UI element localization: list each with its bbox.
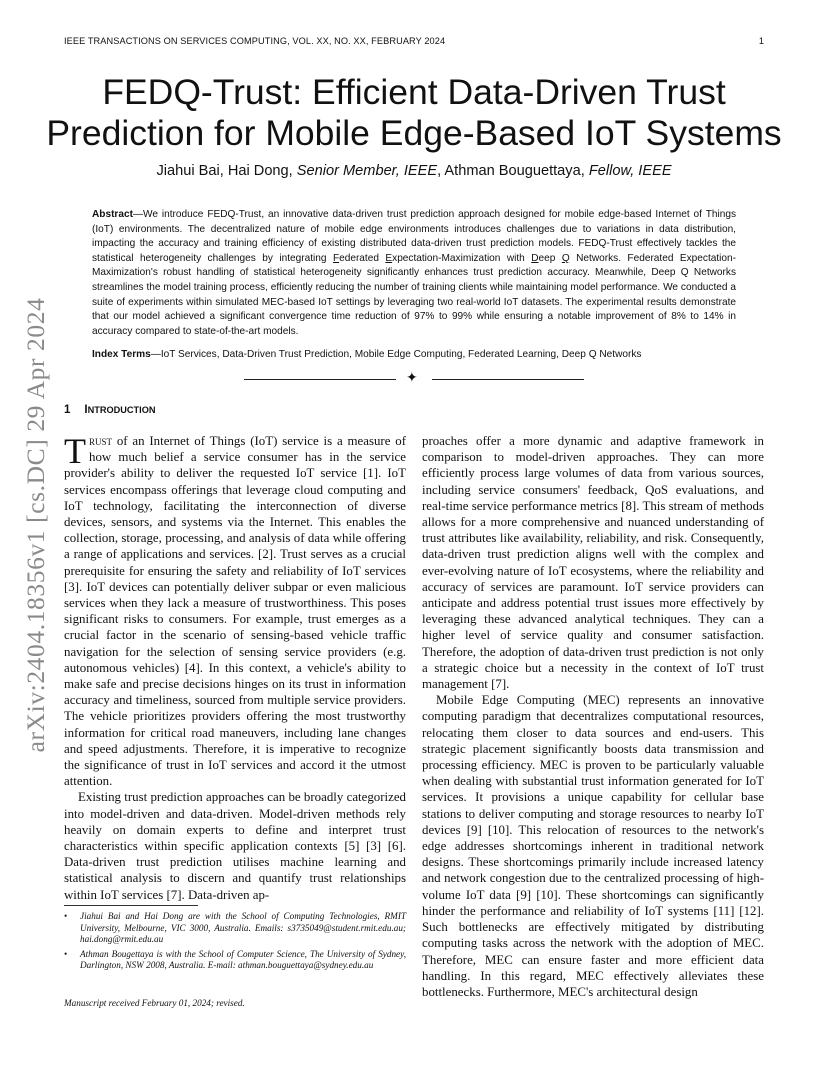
abstract-xpectation: xpectation-Maximization with xyxy=(392,252,532,264)
abstract-text-2: Networks. Federated Expectation-Maximization's robust handling of statistical heterogeneity significantly enhances trust prediction accuracy. Meanwhile, Deep Q Networks streamlines the model training process, efficiently reducing the number of training clients while maintaining model performance. We conducted a suite of experiments within simulated MEC-based IoT settings by leveraging two real-world IoT datasets. The experimental results demonstrate that our model achieved a significant convergence time reduction of 97% to 99% while ensuring a notable improvement of 8% to 14% in accuracy compared to state-of-the-art models. xyxy=(92,252,736,337)
author-names-2: , Athman Bouguettaya, xyxy=(437,163,589,179)
abstract-underline-e: E xyxy=(385,252,393,264)
index-terms-label: Index Terms xyxy=(92,349,151,360)
footnote-1 xyxy=(64,911,406,946)
section-heading xyxy=(64,404,156,416)
separator-diamond-icon: ✦ xyxy=(406,369,418,385)
section-number: 1 xyxy=(64,404,71,416)
arxiv-stamp xyxy=(6,290,66,760)
lead-smallcaps: rust xyxy=(89,434,113,448)
footnote-2-text: Athman Bougettaya is with the School of Computer Science, The University of Sydney, Darlington, NSW 2008, Australia. E-mail: athman.bouguettaya@sydney.edu.au xyxy=(80,948,406,971)
right-column xyxy=(422,433,764,1000)
manuscript-note: Manuscript received February 01, 2024; revised. xyxy=(64,998,245,1008)
section-title-first: I xyxy=(84,404,88,416)
section-separator xyxy=(244,369,584,386)
footnote-bullet: • xyxy=(64,911,68,921)
intro-paragraph-1 xyxy=(64,433,406,789)
right-paragraph-1: proaches offer a more dynamic and adaptive framework in comparison to model-driven approaches. They can more efficiently process large volumes of data from various sources, including service consumers' feedback, QoS evaluations, and real-time service performance metrics [8]. This stream of methods allows for a more comprehensive and nuanced understanding of trust attributes like availability, reliability, and risk. Consequently, data-driven trust prediction aligns well with the complex and ever-evolving nature of IoT ecosystems, where the reliability and accuracy of services are paramount. IoT service providers can anticipate and address potential trust issues more effectively by leveraging these advanced analytical techniques. They can a higher level of service quality and consumer satisfaction. Therefore, the adoption of data-driven trust prediction is not only a strategic choice but a necessity in the context of IoT trust management [7]. xyxy=(422,434,764,692)
abstract-ederated: ederated xyxy=(339,252,386,264)
author-list xyxy=(40,163,788,179)
author-role-1: Senior Member, IEEE xyxy=(296,163,438,179)
intro-paragraph-2: Existing trust prediction approaches can be broadly categorized into model-driven and data-driven. Model-driven methods rely heavily on domain experts to define and interpret trust characteristics within specific application contexts [5] [3] [6]. Data-driven trust prediction utilises machine learning and statistical analysis to discern and quantify trust relationships within IoT services [7]. Data-driven ap- xyxy=(64,790,406,902)
footnote-rule xyxy=(64,905,198,906)
footnote-bullet: • xyxy=(64,948,68,959)
author-names-1: Jiahui Bai, Hai Dong, xyxy=(156,163,297,179)
right-paragraph-2: Mobile Edge Computing (MEC) represents an innovative computing paradigm that decentralizes computational resources, relocating them closer to data sources and end-users. This strategic placement significantly boosts data transmission and processing efficiency. MEC is proven to be particularly valuable when dealing with substantial trust information generated for IoT services. It provisions a unique capability for cellular base stations to deliver computing and storage resources to nearby IoT devices [9] [10]. This relocation of resources to the network's edge addresses shortcomings inherent in traditional network designs. These shortcomings primarily include increased latency and network congestion due to the centralized processing of high-volume IoT data [9] [10]. These shortcomings can significantly hinder the performance and reliability of IoT systems [11] [12]. Such bottlenecks are effectively mitigated by distributing computing tasks across the network with the adoption of MEC. Therefore, MEC can ensure faster and more efficient data handling. In this regard, MEC effectively alleviates these bottlenecks. Furthermore, MEC's architectural design xyxy=(422,693,764,999)
intro-paragraph-1-text: of an Internet of Things (IoT) service is a measure of how much belief a service consumer has in the service provider's ability to deliver the requested IoT service [1]. IoT services encompass offerings that leverage cloud computing and IoT technology, facilitating the interconnection of diverse devices, sensors, and systems via the Internet. This enables the collection, storage, processing, and analysis of data while offering a range of applications and services. [2]. Trust serves as a crucial prerequisite for ensuring the safety and reliability of IoT services [3]. IoT devices can potentially deliver subpar or even malicious services when they lack a measure of trustworthiness. This poses significant risks to consumers. For example, trust emerges as a crucial factor in the scenario of sensing-based vehicle traffic navigation for the selection of sensing service providers (e.g. autonomous vehicles) [4]. In this context, a vehicle's ability to make safe and precise decisions hinges on its trust in information accuracy and timeliness, sourced from multiple service providers. The vehicle prioritizes providers offering the most trustworthy information for critical road maneuvers, including lane changes and speed adjustments. Therefore, it is imperative to recognize the significance of trust in IoT services and accord it the utmost attention. xyxy=(64,434,406,789)
author-role-2: Fellow, IEEE xyxy=(588,163,672,179)
section-title xyxy=(84,404,155,416)
index-terms-text: —IoT Services, Data-Driven Trust Prediction, Mobile Edge Computing, Federated Learning, Deep Q Networks xyxy=(150,349,642,360)
running-head: IEEE TRANSACTIONS ON SERVICES COMPUTING, VOL. XX, NO. XX, FEBRUARY 2024 xyxy=(64,36,446,46)
page-number: 1 xyxy=(758,36,764,46)
left-column xyxy=(64,433,406,903)
abstract xyxy=(92,208,736,339)
title-line-1: FEDQ-Trust: Efficient Data-Driven Trust xyxy=(102,72,726,112)
arxiv-stamp-text: arXiv:2404.18356v1 [cs.DC] 29 Apr 2024 xyxy=(21,297,50,753)
drop-cap: T xyxy=(64,431,86,471)
title-line-2: Prediction for Mobile Edge-Based IoT Systems xyxy=(46,113,782,153)
footnotes xyxy=(64,911,406,975)
footnote-1-text: Jiahui Bai and Hai Dong are with the School of Computing Technologies, RMIT University, Melbourne, VIC 3000, Australia. Emails: s3735049@student.rmit.edu.au; hai.dong@rmit.edu.au xyxy=(80,911,406,945)
footnote-2 xyxy=(64,949,406,972)
abstract-underline-d: D xyxy=(531,252,539,264)
abstract-eep: eep xyxy=(538,252,562,264)
abstract-label: Abstract xyxy=(92,209,133,220)
separator-line-right xyxy=(432,379,584,380)
abstract-underline-f: F xyxy=(332,252,340,264)
paper-title xyxy=(40,72,788,154)
index-terms xyxy=(92,348,736,362)
abstract-text-1: —We introduce FEDQ-Trust, an innovative data-driven trust prediction approach designed for mobile edge-based Internet of Things (IoT) environments. The decentralized nature of mobile edge environments introduces challenges due to variations in data distribution, impacting the accuracy and training efficiency of existing distributed data-driven trust prediction models. FEDQ-Trust effectively tackles the statistical heterogeneity challenges by integrating xyxy=(92,209,736,264)
separator-line-left xyxy=(244,379,396,380)
abstract-underline-q: Q xyxy=(561,252,570,264)
section-title-rest: NTRODUCTION xyxy=(87,405,156,415)
